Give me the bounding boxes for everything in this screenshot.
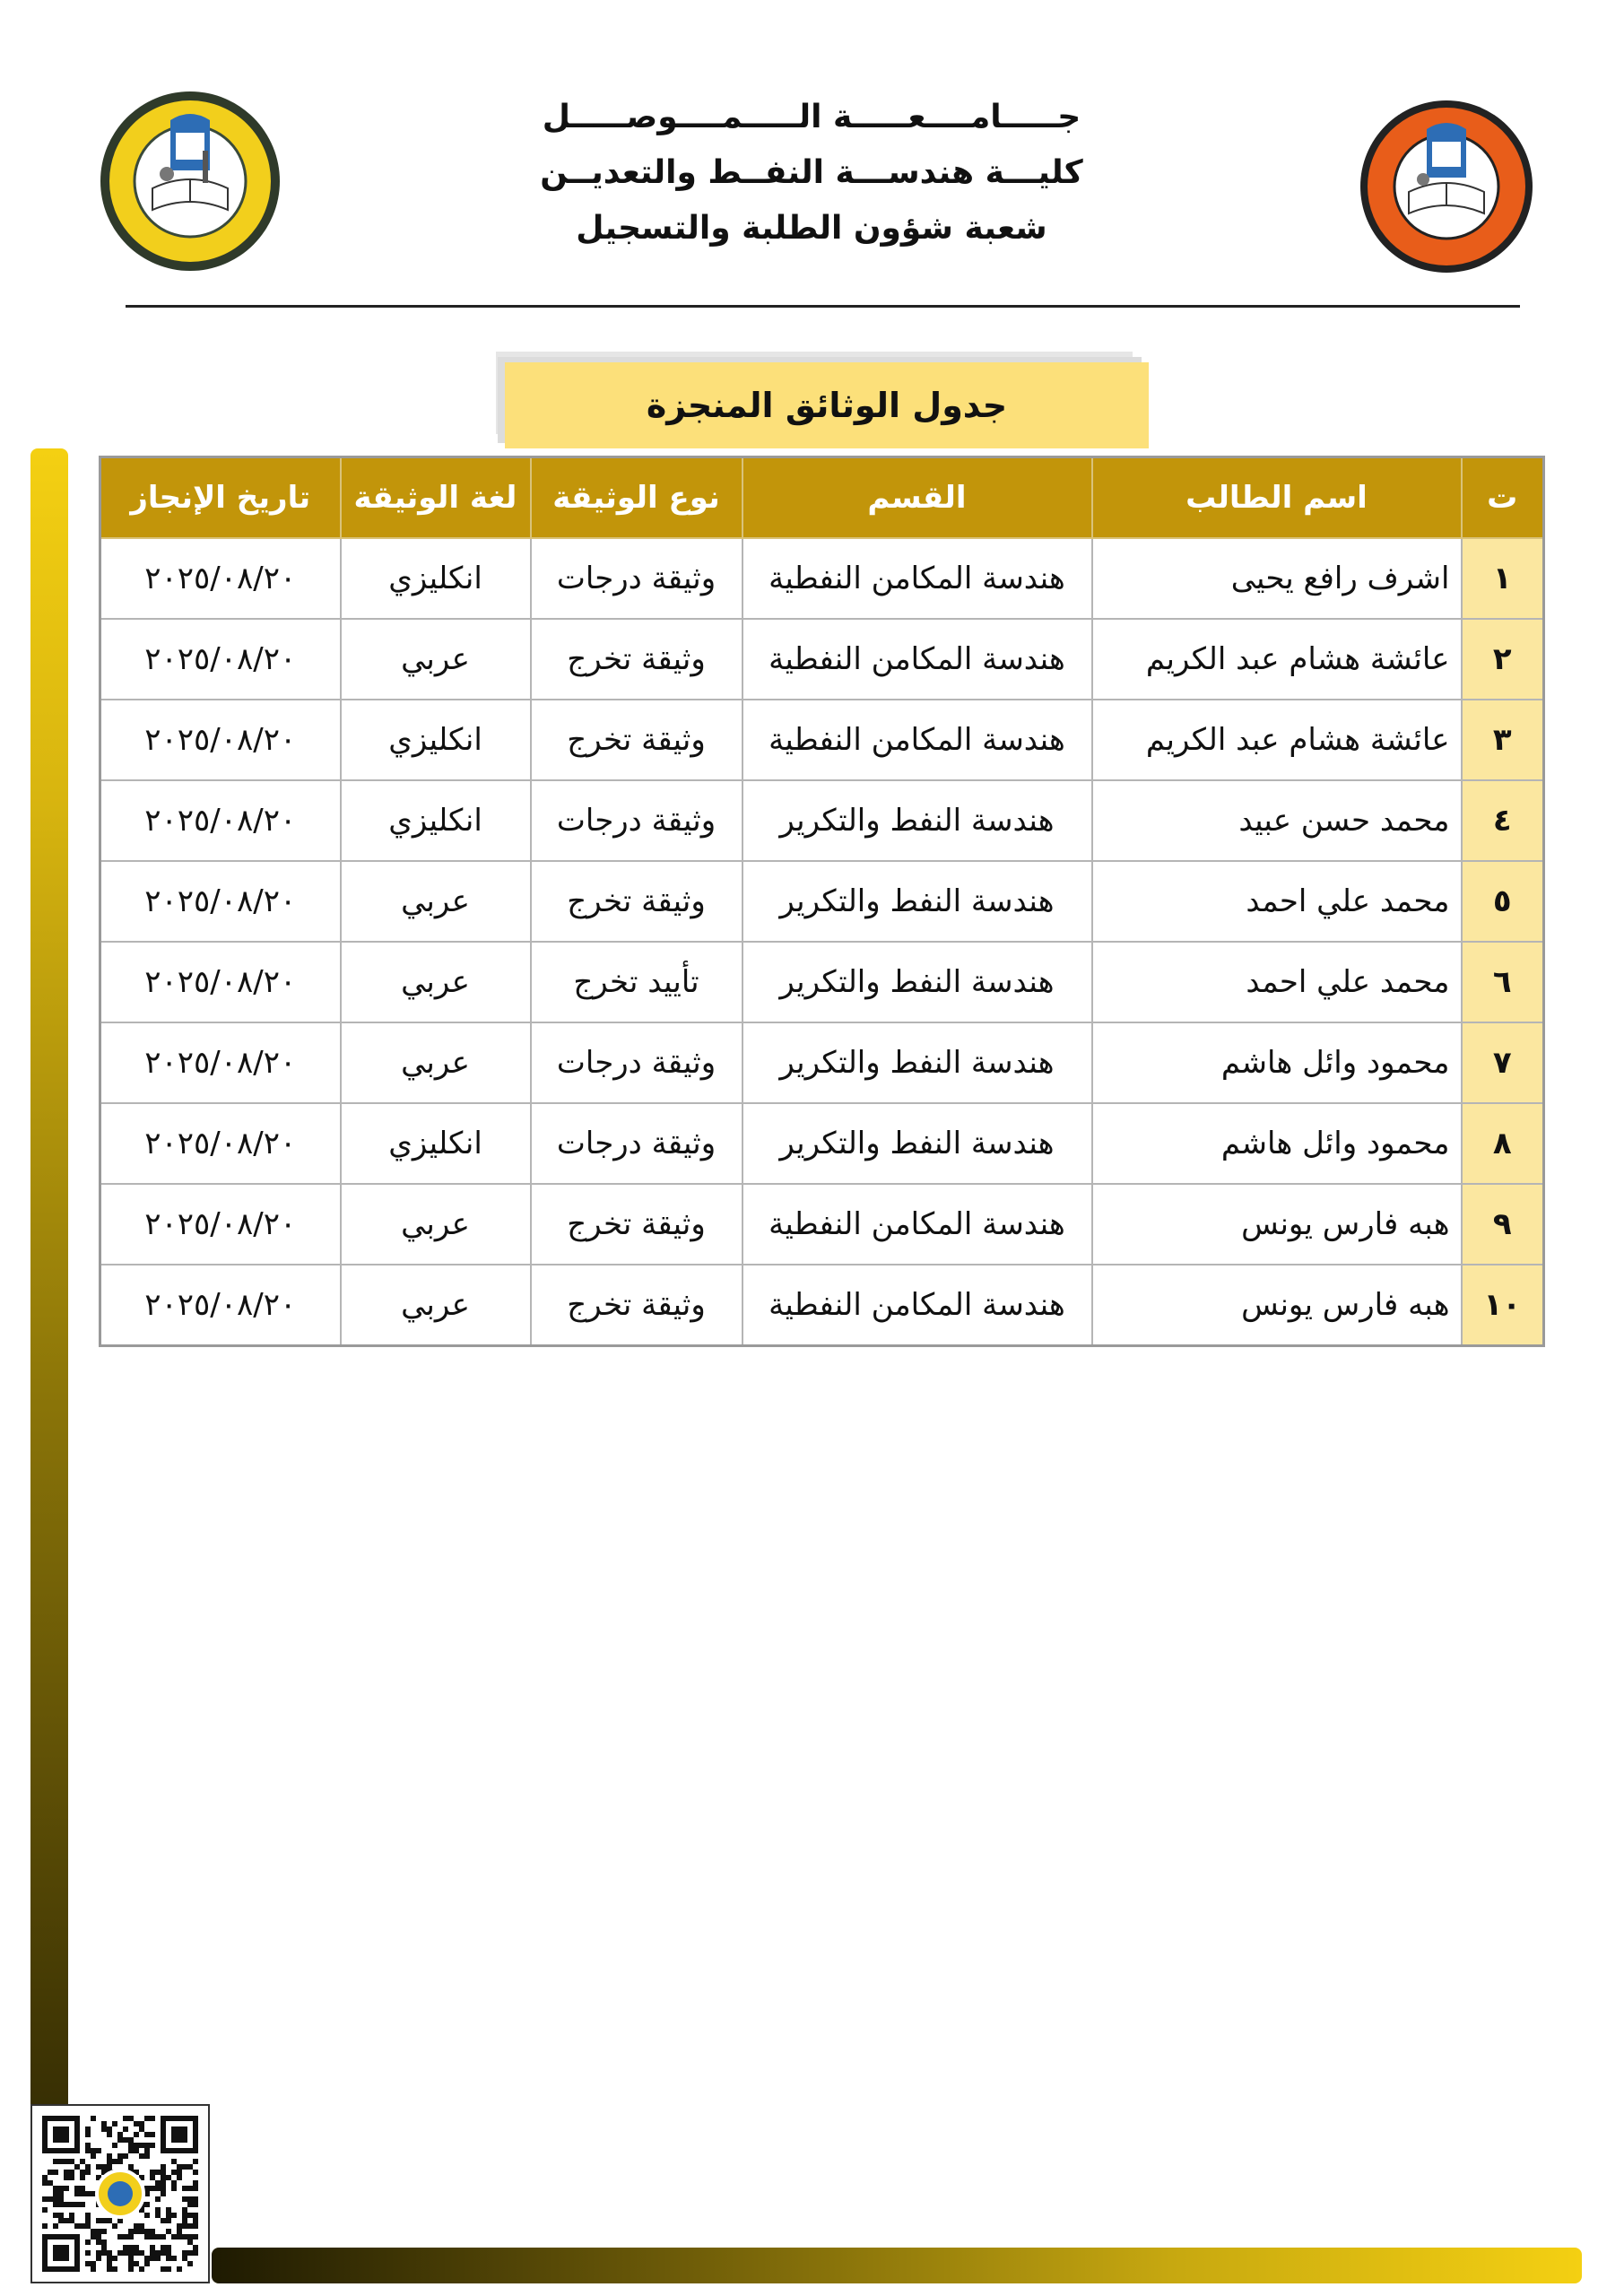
department: هندسة النفط والتكرير (743, 942, 1092, 1022)
student-name: محمد علي احمد (1092, 861, 1462, 942)
student-name: محمود وائل هاشم (1092, 1022, 1462, 1103)
document-language: عربي (341, 1022, 531, 1103)
department: هندسة النفط والتكرير (743, 1022, 1092, 1103)
table-row (100, 1022, 1544, 1103)
header-student-name: اسم الطالب (1092, 457, 1462, 539)
row-index: ١٠ (1462, 1265, 1544, 1346)
student-name: محمد حسن عبيد (1092, 780, 1462, 861)
student-name: محمود وائل هاشم (1092, 1103, 1462, 1184)
document-type: وثيقة تخرج (531, 861, 743, 942)
completion-date: ٢٠٢٥/٠٨/٢٠ (100, 1022, 341, 1103)
student-name: اشرف رافع يحيى (1092, 538, 1462, 619)
document-language: انكليزي (341, 538, 531, 619)
department: هندسة النفط والتكرير (743, 780, 1092, 861)
completion-date: ٢٠٢٥/٠٨/٢٠ (100, 1184, 341, 1265)
row-index: ٩ (1462, 1184, 1544, 1265)
document-language: عربي (341, 619, 531, 700)
row-index: ٧ (1462, 1022, 1544, 1103)
table-row (100, 780, 1544, 861)
document-language: انكليزي (341, 700, 531, 780)
document-language: عربي (341, 942, 531, 1022)
row-index: ٢ (1462, 619, 1544, 700)
header-divider (126, 305, 1520, 308)
table-row (100, 861, 1544, 942)
row-index: ٦ (1462, 942, 1544, 1022)
department: هندسة المكامن النفطية (743, 1265, 1092, 1346)
table-row (100, 1184, 1544, 1265)
completion-date: ٢٠٢٥/٠٨/٢٠ (100, 619, 341, 700)
table-title: جدول الوثائق المنجزة (505, 362, 1149, 448)
department: هندسة المكامن النفطية (743, 1184, 1092, 1265)
header-document-type: نوع الوثيقة (531, 457, 743, 539)
header-completion-date: تاريخ الإنجاز (100, 457, 341, 539)
document-language: عربي (341, 1265, 531, 1346)
table-row (100, 942, 1544, 1022)
row-index: ١ (1462, 538, 1544, 619)
footer-accent-bar (212, 2248, 1582, 2283)
document-type: وثيقة درجات (531, 538, 743, 619)
row-index: ٨ (1462, 1103, 1544, 1184)
row-index: ٥ (1462, 861, 1544, 942)
qr-code-icon (30, 2104, 210, 2283)
table-row (100, 700, 1544, 780)
documents-table (99, 456, 1545, 1347)
header-department: القسم (743, 457, 1092, 539)
department: هندسة النفط والتكرير (743, 1103, 1092, 1184)
page-header (430, 90, 1193, 257)
college-name: كليـــة هندســـة النفــط والتعديــن (540, 154, 1083, 191)
document-type: وثيقة درجات (531, 1022, 743, 1103)
department: هندسة المكامن النفطية (743, 538, 1092, 619)
student-name: هبه فارس يونس (1092, 1265, 1462, 1346)
completion-date: ٢٠٢٥/٠٨/٢٠ (100, 1265, 341, 1346)
table-row (100, 1103, 1544, 1184)
row-index: ٣ (1462, 700, 1544, 780)
document-type: وثيقة تخرج (531, 1184, 743, 1265)
table-row (100, 619, 1544, 700)
table-row (100, 538, 1544, 619)
completion-date: ٢٠٢٥/٠٨/٢٠ (100, 780, 341, 861)
document-type: تأييد تخرج (531, 942, 743, 1022)
completion-date: ٢٠٢٥/٠٨/٢٠ (100, 538, 341, 619)
department: هندسة النفط والتكرير (743, 861, 1092, 942)
college-logo-icon (97, 88, 283, 274)
document-language: انكليزي (341, 1103, 531, 1184)
document-type: وثيقة درجات (531, 780, 743, 861)
division-name: شعبة شؤون الطلبة والتسجيل (576, 210, 1047, 247)
document-type: وثيقة تخرج (531, 619, 743, 700)
completion-date: ٢٠٢٥/٠٨/٢٠ (100, 861, 341, 942)
university-logo-icon (1359, 99, 1534, 274)
document-type: وثيقة تخرج (531, 700, 743, 780)
completion-date: ٢٠٢٥/٠٨/٢٠ (100, 1103, 341, 1184)
student-name: هبه فارس يونس (1092, 1184, 1462, 1265)
table-header-row (100, 457, 1544, 539)
completion-date: ٢٠٢٥/٠٨/٢٠ (100, 700, 341, 780)
document-language: انكليزي (341, 780, 531, 861)
document-type: وثيقة درجات (531, 1103, 743, 1184)
department: هندسة المكامن النفطية (743, 619, 1092, 700)
department: هندسة المكامن النفطية (743, 700, 1092, 780)
student-name: عائشة هشام عبد الكريم (1092, 700, 1462, 780)
completion-date: ٢٠٢٥/٠٨/٢٠ (100, 942, 341, 1022)
table-row (100, 1265, 1544, 1346)
university-name: جـــــامــــعـــــة الـــــمــــوصـــــل (542, 99, 1081, 135)
student-name: عائشة هشام عبد الكريم (1092, 619, 1462, 700)
document-language: عربي (341, 861, 531, 942)
header-document-language: لغة الوثيقة (341, 457, 531, 539)
document-type: وثيقة تخرج (531, 1265, 743, 1346)
student-name: محمد علي احمد (1092, 942, 1462, 1022)
document-language: عربي (341, 1184, 531, 1265)
side-accent-bar (30, 448, 68, 2188)
row-index: ٤ (1462, 780, 1544, 861)
header-index: ت (1462, 457, 1544, 539)
